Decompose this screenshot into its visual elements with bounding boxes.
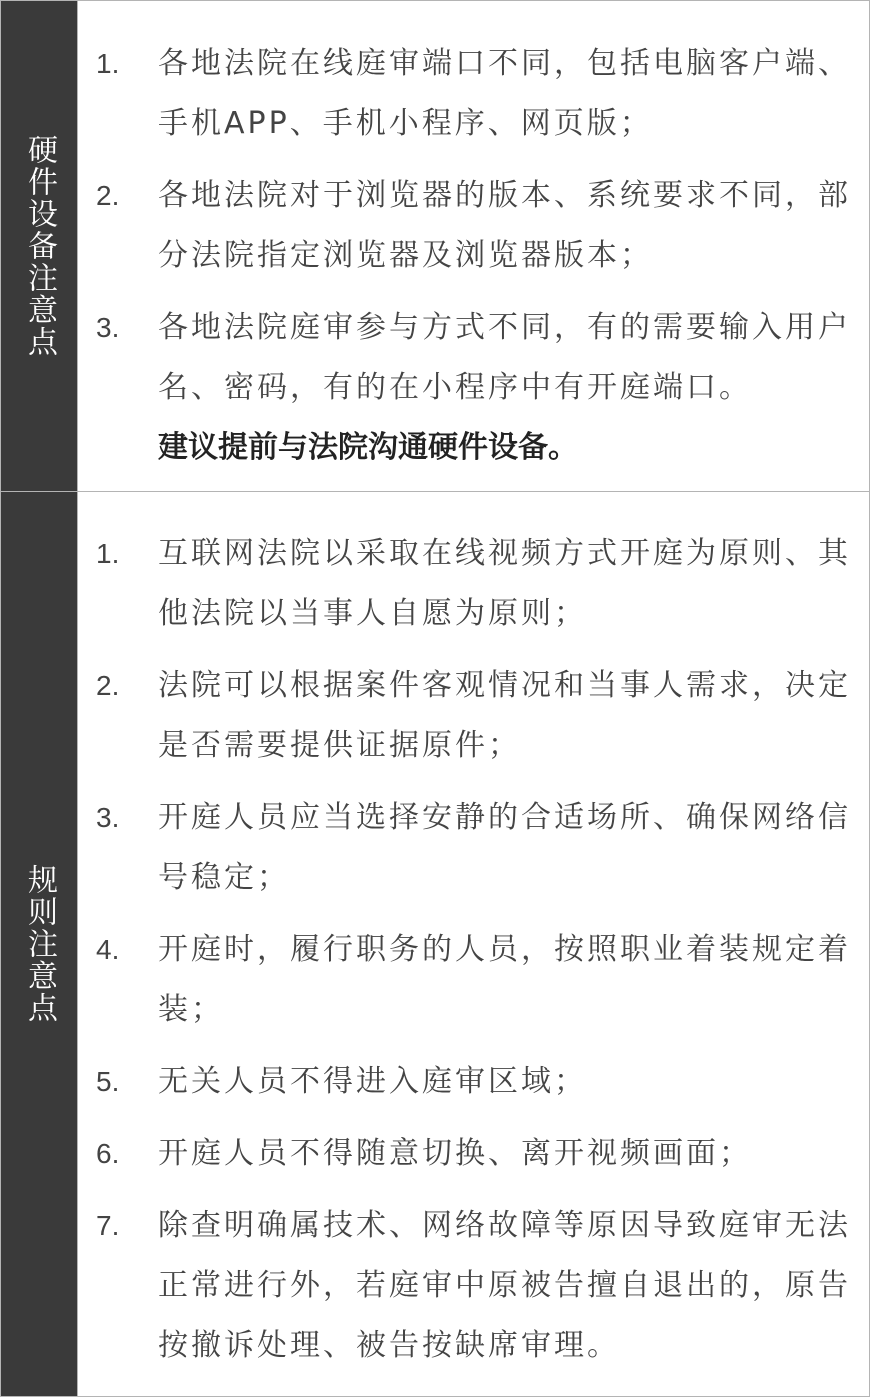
emphasis-text: 建议提前与法院沟通硬件设备。 [158, 430, 578, 465]
item-text: 各地法院在线庭审端口不同，包括电脑客户端、手机APP、手机小程序、网页版； [158, 46, 851, 141]
item-text: 开庭时，履行职务的人员，按照职业着装规定着装； [158, 932, 851, 1027]
item-number: 1. [96, 538, 120, 569]
rules-item-2 [96, 656, 869, 776]
item-text: 除查明确属技术、网络故障等原因导致庭审无法正常进行外，若庭审中原被告擅自退出的，原告按撤诉处理、被告按缺席审理。 [158, 1208, 851, 1363]
rules-item-5 [96, 1052, 869, 1112]
rules-item-6 [96, 1124, 869, 1184]
hardware-content [78, 1, 869, 491]
rules-item-1 [96, 524, 869, 644]
item-number: 2. [96, 180, 120, 211]
item-number: 2. [96, 670, 120, 701]
item-text: 各地法院对于浏览器的版本、系统要求不同，部分法院指定浏览器及浏览器版本； [158, 178, 851, 273]
item-text: 各地法院庭审参与方式不同，有的需要输入用户名、密码，有的在小程序中有开庭端口。 [158, 310, 851, 405]
item-number: 3. [96, 802, 120, 833]
item-number: 5. [96, 1066, 120, 1097]
item-text: 无关人员不得进入庭审区域； [158, 1064, 587, 1099]
rules-label-text: 规则注意点 [22, 864, 57, 1024]
item-text: 互联网法院以采取在线视频方式开庭为原则、其他法院以当事人自愿为原则； [158, 536, 851, 631]
rules-item-7 [96, 1196, 869, 1376]
item-number: 7. [96, 1210, 120, 1241]
item-text: 开庭人员应当选择安静的合适场所、确保网络信号稳定； [158, 800, 851, 895]
hardware-section [1, 1, 869, 492]
item-number: 6. [96, 1138, 120, 1169]
hardware-label-text: 硬件设备注意点 [22, 134, 57, 358]
item-text: 开庭人员不得随意切换、离开视频画面； [158, 1136, 752, 1171]
rules-section-label [1, 492, 78, 1396]
hardware-item-3 [96, 298, 869, 478]
hardware-item-1 [96, 34, 869, 154]
rules-item-4 [96, 920, 869, 1040]
rules-item-3 [96, 788, 869, 908]
rules-content [78, 492, 869, 1396]
hardware-section-label [1, 1, 78, 491]
rules-section [1, 492, 869, 1396]
item-text-wrapper [158, 298, 869, 478]
item-number: 4. [96, 934, 120, 965]
item-number: 1. [96, 48, 120, 79]
item-text: 法院可以根据案件客观情况和当事人需求，决定是否需要提供证据原件； [158, 668, 851, 763]
hardware-item-2 [96, 166, 869, 286]
item-number: 3. [96, 312, 120, 343]
